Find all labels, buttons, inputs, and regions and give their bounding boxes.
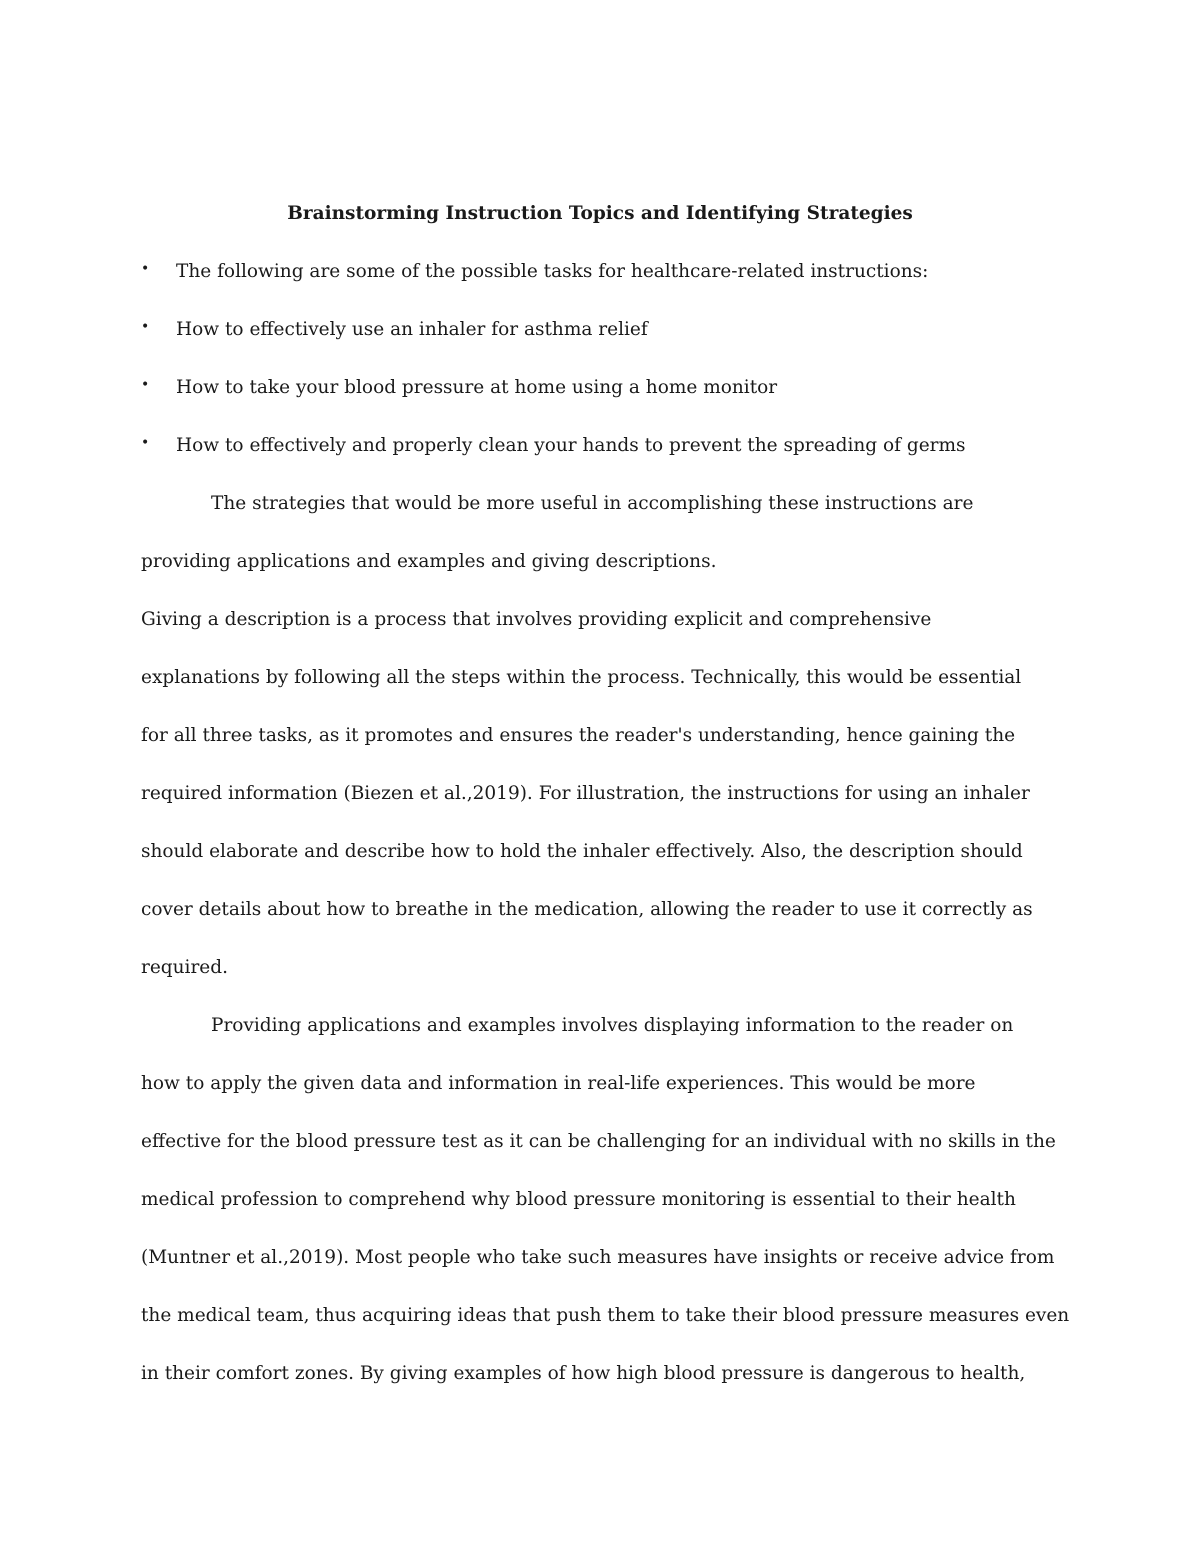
paragraph-line: effective for the blood pressure test as it can be challenging for an individual with no skills in the <box>141 1131 1056 1152</box>
document-title: Brainstorming Instruction Topics and Identifying Strategies <box>287 203 913 224</box>
paragraph-line: medical profession to comprehend why blood pressure monitoring is essential to their health <box>141 1189 1016 1210</box>
paragraph-line: Providing applications and examples involves displaying information to the reader on <box>211 1015 1014 1036</box>
paragraph-line: required information (Biezen et al.,2019). For illustration, the instructions for using an inhaler <box>141 783 1030 804</box>
bullet-text: How to take your blood pressure at home using a home monitor <box>176 377 778 398</box>
paragraph-line: providing applications and examples and giving descriptions. <box>141 551 717 572</box>
bullet-icon: • <box>141 377 150 393</box>
paragraph-line: Giving a description is a process that involves providing explicit and comprehensive <box>141 609 932 630</box>
paragraph-line: (Muntner et al.,2019). Most people who take such measures have insights or receive advice from <box>141 1247 1055 1268</box>
paragraph-line: the medical team, thus acquiring ideas that push them to take their blood pressure measures even <box>141 1305 1070 1326</box>
paragraph-line: cover details about how to breathe in the medication, allowing the reader to use it correctly as <box>141 899 1033 920</box>
paragraph-line: for all three tasks, as it promotes and ensures the reader's understanding, hence gaining the <box>141 725 1016 746</box>
bullet-icon: • <box>141 319 150 335</box>
paragraph-line: should elaborate and describe how to hold the inhaler effectively. Also, the description should <box>141 841 1023 862</box>
paragraph-line: required. <box>141 957 228 978</box>
bullet-text: How to effectively and properly clean your hands to prevent the spreading of germs <box>176 435 966 456</box>
bullet-icon: • <box>141 435 150 451</box>
bullet-text: How to effectively use an inhaler for asthma relief <box>176 319 648 340</box>
paragraph-line: how to apply the given data and information in real-life experiences. This would be more <box>141 1073 976 1094</box>
paragraph-line: explanations by following all the steps within the process. Technically, this would be essential <box>141 667 1022 688</box>
bullet-text: The following are some of the possible tasks for healthcare-related instructions: <box>176 261 929 282</box>
paragraph-line: in their comfort zones. By giving examples of how high blood pressure is dangerous to health, <box>141 1363 1026 1384</box>
bullet-icon: • <box>141 261 150 277</box>
paragraph-line: The strategies that would be more useful in accomplishing these instructions are <box>211 493 974 514</box>
